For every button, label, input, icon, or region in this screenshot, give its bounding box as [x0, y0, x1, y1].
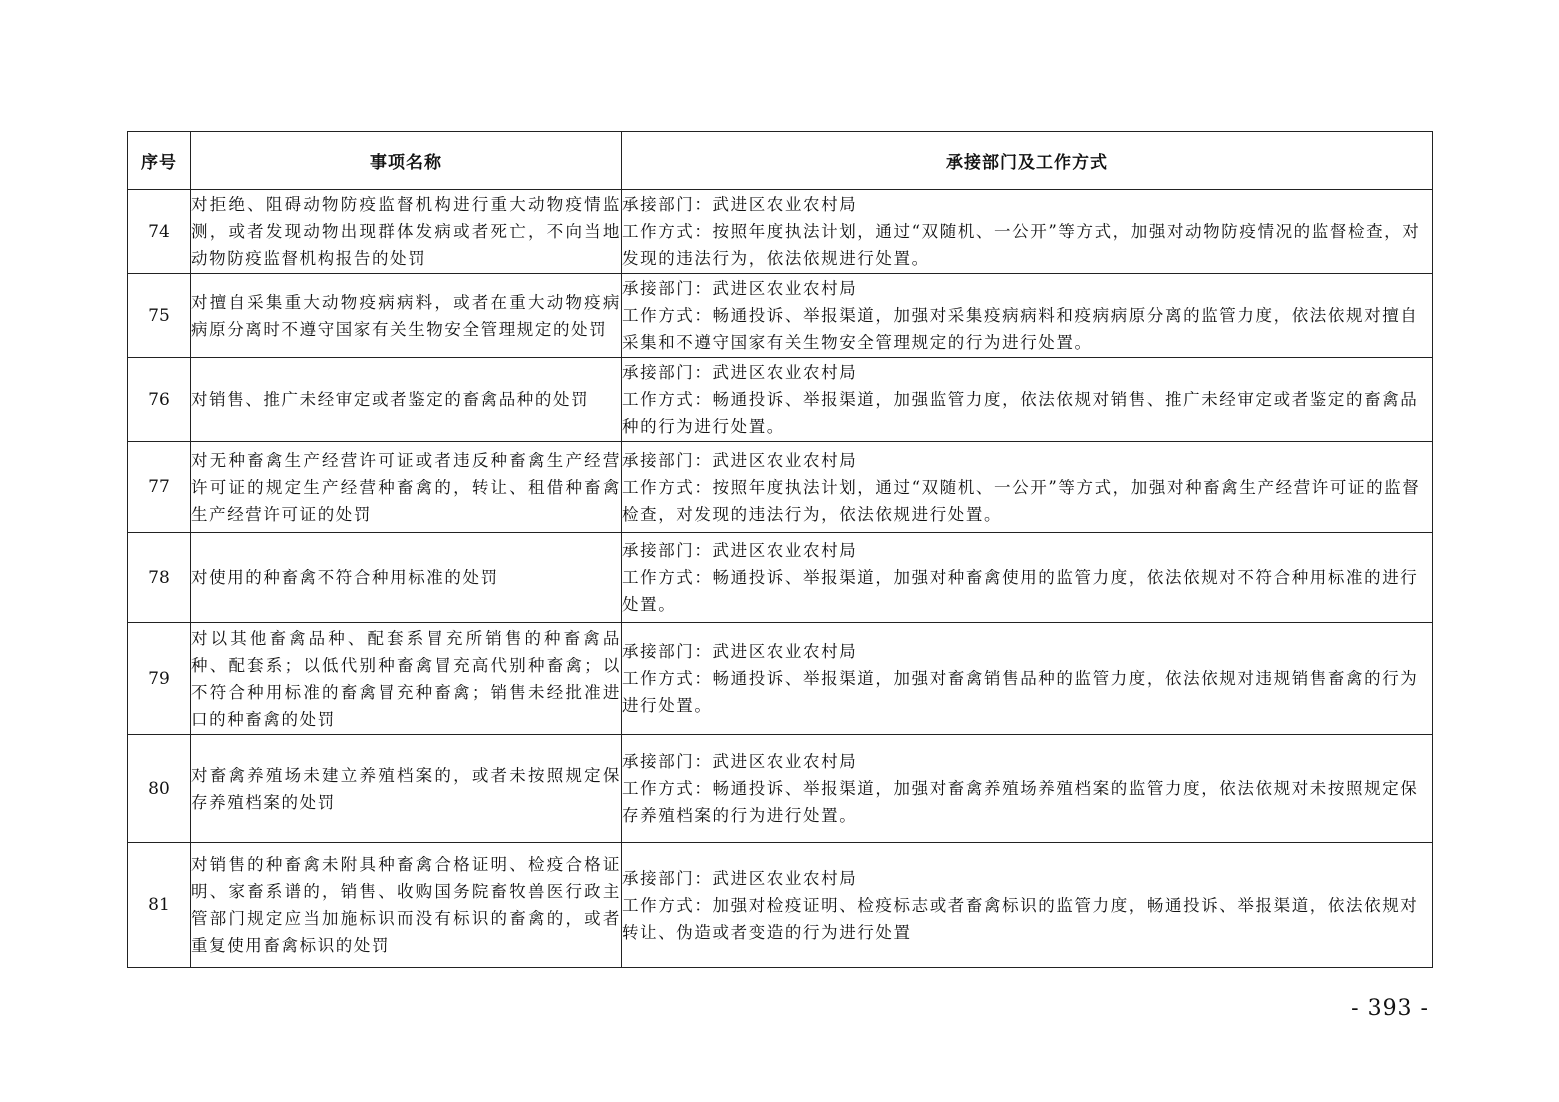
- header-name: 事项名称: [191, 132, 622, 190]
- row-method: 工作方式：按照年度执法计划，通过“双随机、一公开”等方式，加强对种畜禽生产经营许可证的监督检查，对发现的违法行为，依法依规进行处置。: [622, 477, 1421, 524]
- row-seq: 77: [128, 442, 191, 533]
- row-name-text: 对无种畜禽生产经营许可证或者违反种畜禽生产经营许可证的规定生产经营种畜禽的，转让、租借种畜禽生产经营许可证的处罚: [191, 450, 621, 524]
- row-dept-cell: [622, 843, 1433, 968]
- row-name: [191, 533, 622, 623]
- row-name: [191, 274, 622, 358]
- table-row: [128, 533, 1433, 623]
- items-table: [127, 131, 1433, 968]
- row-seq: 74: [128, 190, 191, 274]
- row-seq: 78: [128, 533, 191, 623]
- row-name-text: 对拒绝、阻碍动物防疫监督机构进行重大动物疫情监测，或者发现动物出现群体发病或者死亡，不向当地动物防疫监督机构报告的处罚: [191, 195, 621, 268]
- row-name: [191, 623, 622, 735]
- row-dept-cell: [622, 358, 1433, 442]
- row-name: [191, 735, 622, 843]
- row-method: 工作方式：按照年度执法计划，通过“双随机、一公开”等方式，加强对动物防疫情况的监督检查，对发现的违法行为，依法依规进行处置。: [622, 222, 1421, 268]
- row-dept: 承接部门：武进区农业农村局: [622, 752, 858, 771]
- row-name-text: 对畜禽养殖场未建立养殖档案的，或者未按照规定保存养殖档案的处罚: [191, 765, 621, 812]
- row-name-text: 对以其他畜禽品种、配套系冒充所销售的种畜禽品种、配套系；以低代别种畜禽冒充高代别种畜禽；以不符合种用标准的畜禽冒充种畜禽；销售未经批准进口的种畜禽的处罚: [191, 628, 621, 729]
- row-name-text: 对擅自采集重大动物疫病病料，或者在重大动物疫病病原分离时不遵守国家有关生物安全管理规定的处罚: [191, 292, 621, 339]
- row-dept: 承接部门：武进区农业农村局: [622, 363, 858, 382]
- row-method: 工作方式：畅通投诉、举报渠道，加强对畜禽养殖场养殖档案的监管力度，依法依规对未按照规定保存养殖档案的行为进行处置。: [622, 779, 1419, 825]
- table-header-row: [128, 132, 1433, 190]
- row-method: 工作方式：畅通投诉、举报渠道，加强监管力度，依法依规对销售、推广未经审定或者鉴定的畜禽品种的行为进行处置。: [622, 390, 1419, 436]
- row-name-text: 对使用的种畜禽不符合种用标准的处罚: [191, 568, 499, 587]
- table-row: [128, 623, 1433, 735]
- table-row: [128, 735, 1433, 843]
- row-method: 工作方式：畅通投诉、举报渠道，加强对畜禽销售品种的监管力度，依法依规对违规销售畜禽的行为进行处置。: [622, 669, 1419, 715]
- row-name-text: 对销售的种畜禽未附具种畜禽合格证明、检疫合格证明、家畜系谱的，销售、收购国务院畜牧兽医行政主管部门规定应当加施标识而没有标识的畜禽的，或者重复使用畜禽标识的处罚: [191, 855, 621, 955]
- row-dept: 承接部门：武进区农业农村局: [622, 450, 858, 470]
- row-name: [191, 358, 622, 442]
- row-name: [191, 442, 622, 533]
- row-name-text: 对销售、推广未经审定或者鉴定的畜禽品种的处罚: [191, 390, 590, 409]
- row-dept: 承接部门：武进区农业农村局: [622, 642, 858, 661]
- row-name: [191, 843, 622, 968]
- table-row: [128, 274, 1433, 358]
- table-row: [128, 190, 1433, 274]
- table-row: [128, 843, 1433, 968]
- row-dept: 承接部门：武进区农业农村局: [622, 541, 858, 560]
- row-dept-cell: [622, 623, 1433, 735]
- row-method: 工作方式：畅通投诉、举报渠道，加强对采集疫病病料和疫病病原分离的监管力度，依法依规对擅自采集和不遵守国家有关生物安全管理规定的行为进行处置。: [622, 306, 1419, 352]
- header-seq: 序号: [128, 132, 191, 190]
- row-dept: 承接部门：武进区农业农村局: [622, 195, 858, 214]
- header-dept: 承接部门及工作方式: [622, 132, 1433, 190]
- row-dept: 承接部门：武进区农业农村局: [622, 868, 858, 888]
- row-name: [191, 190, 622, 274]
- row-seq: 79: [128, 623, 191, 735]
- row-seq: 76: [128, 358, 191, 442]
- row-dept-cell: [622, 533, 1433, 623]
- row-method: 工作方式：加强对检疫证明、检疫标志或者畜禽标识的监管力度，畅通投诉、举报渠道，依法依规对转让、伪造或者变造的行为进行处置: [622, 895, 1419, 942]
- row-dept: 承接部门：武进区农业农村局: [622, 279, 858, 298]
- row-dept-cell: [622, 190, 1433, 274]
- table-row: [128, 442, 1433, 533]
- row-seq: 81: [128, 843, 191, 968]
- row-seq: 75: [128, 274, 191, 358]
- row-dept-cell: [622, 274, 1433, 358]
- row-method: 工作方式：畅通投诉、举报渠道，加强对种畜禽使用的监管力度，依法依规对不符合种用标准的进行处置。: [622, 568, 1419, 614]
- row-seq: 80: [128, 735, 191, 843]
- row-dept-cell: [622, 735, 1433, 843]
- table-row: [128, 358, 1433, 442]
- page-number: - 393 -: [1351, 996, 1429, 1021]
- row-dept-cell: [622, 442, 1433, 533]
